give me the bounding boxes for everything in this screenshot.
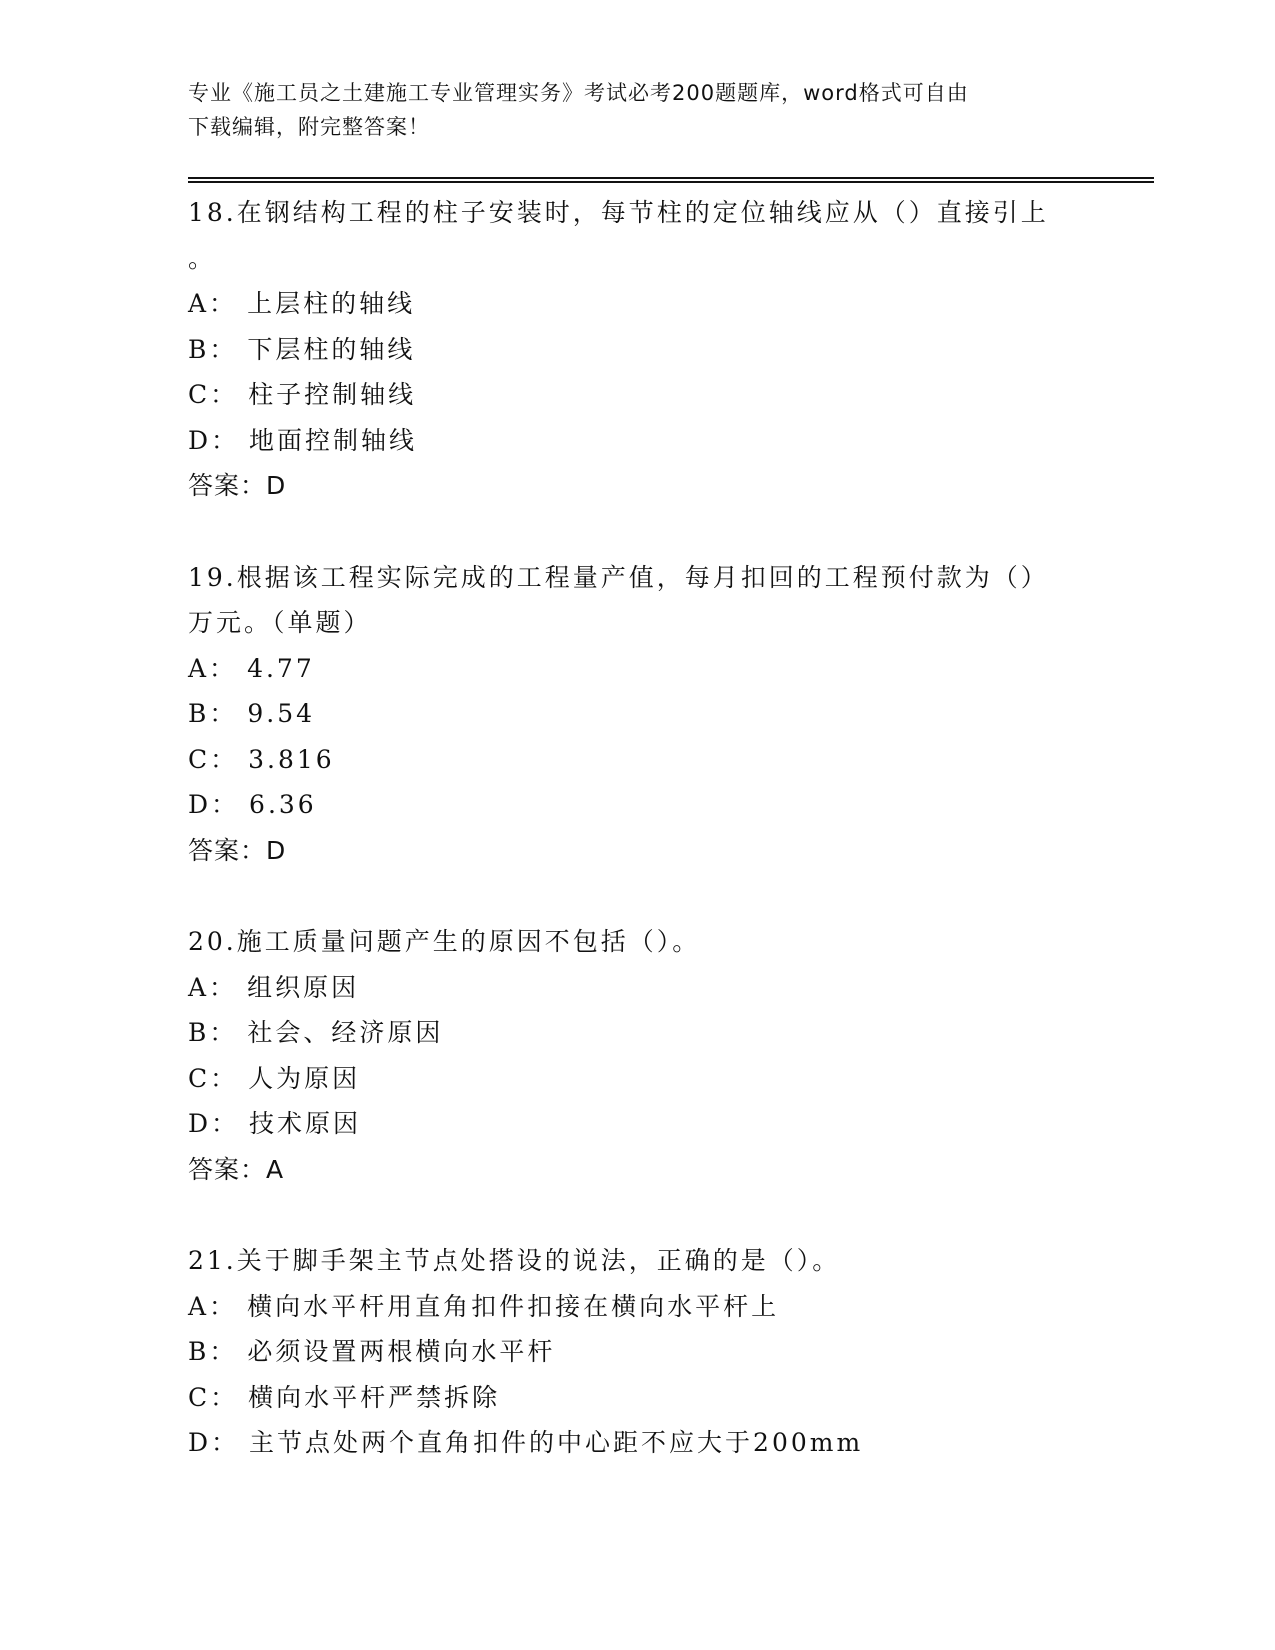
option-key: B： [188, 334, 238, 364]
question-20 [188, 919, 1088, 1192]
option-b [188, 1010, 1088, 1056]
option-text: 3.816 [248, 744, 335, 774]
option-text: 必须设置两根横向水平杆 [247, 1337, 556, 1366]
option-key: C： [188, 744, 239, 774]
option-text: 横向水平杆严禁拆除 [248, 1382, 501, 1412]
header-divider-top [188, 177, 1154, 179]
option-b [188, 327, 1088, 373]
option-text: 组织原因 [247, 972, 360, 1002]
option-key: B： [188, 1018, 238, 1047]
question-stem-line-1: 20.施工质量问题产生的原因不包括（）。 [188, 927, 701, 956]
question-stem [188, 1238, 1088, 1284]
question-list [188, 190, 1088, 1466]
option-d [188, 418, 1088, 464]
option-key: A： [188, 1291, 238, 1321]
option-b [188, 691, 1088, 737]
option-key: C： [188, 380, 239, 409]
option-text: 上层柱的轴线 [247, 289, 416, 318]
question-18 [188, 190, 1088, 509]
option-a [188, 281, 1088, 327]
option-d [188, 1420, 1088, 1466]
option-text: 6.36 [249, 790, 317, 819]
option-key: C： [188, 1382, 239, 1412]
option-text: 主节点处两个直角扣件的中心距不应大于200mm [249, 1428, 864, 1457]
option-key: D： [188, 1428, 240, 1457]
option-a [188, 1284, 1088, 1330]
option-c [188, 1056, 1088, 1102]
option-key: A： [188, 972, 238, 1002]
option-text: 9.54 [247, 699, 316, 728]
option-text: 社会、经济原因 [247, 1018, 444, 1047]
question-stem-line-1: 18.在钢结构工程的柱子安装时，每节柱的定位轴线应从（）直接引上 [188, 198, 1049, 227]
option-key: A： [188, 653, 238, 683]
question-stem [188, 190, 1088, 281]
option-key: B： [188, 1337, 238, 1366]
question-stem-line-1: 21.关于脚手架主节点处搭设的说法，正确的是（）。 [188, 1246, 841, 1275]
option-a [188, 965, 1088, 1011]
question-21 [188, 1238, 1088, 1466]
answer-line: 答案：A [188, 1154, 285, 1184]
option-text: 下层柱的轴线 [247, 334, 416, 364]
option-d [188, 782, 1088, 828]
question-stem-line-1: 19.根据该工程实际完成的工程量产值，每月扣回的工程预付款为（） [188, 562, 1049, 592]
option-c [188, 1375, 1088, 1421]
option-text: 横向水平杆用直角扣件扣接在横向水平杆上 [247, 1291, 780, 1321]
question-19 [188, 555, 1088, 874]
question-stem [188, 919, 1088, 965]
option-c [188, 737, 1088, 783]
document-header [188, 76, 1068, 144]
option-text: 地面控制轴线 [249, 425, 418, 455]
header-line-2: 下载编辑，附完整答案！ [188, 115, 430, 139]
option-text: 人为原因 [248, 1063, 361, 1093]
question-stem [188, 555, 1088, 646]
option-text: 4.77 [247, 653, 315, 683]
option-key: D： [188, 1109, 240, 1138]
header-divider-bottom [188, 181, 1154, 183]
option-key: D： [188, 790, 240, 819]
header-line-1: 专业《施工员之土建施工专业管理实务》考试必考200题题库，word格式可自由 [188, 81, 969, 105]
option-key: D： [188, 425, 240, 455]
option-key: B： [188, 699, 238, 728]
option-c [188, 372, 1088, 418]
option-b [188, 1329, 1088, 1375]
option-text: 柱子控制轴线 [248, 380, 417, 409]
option-key: A： [188, 289, 238, 318]
answer-line: 答案：D [188, 835, 287, 865]
option-key: C： [188, 1063, 239, 1093]
question-stem-line-2: 。 [188, 243, 217, 273]
answer-line: 答案：D [188, 471, 287, 500]
question-stem-line-2: 万元。（单题） [188, 608, 372, 637]
option-a [188, 646, 1088, 692]
option-text: 技术原因 [249, 1109, 362, 1138]
option-d [188, 1101, 1088, 1147]
